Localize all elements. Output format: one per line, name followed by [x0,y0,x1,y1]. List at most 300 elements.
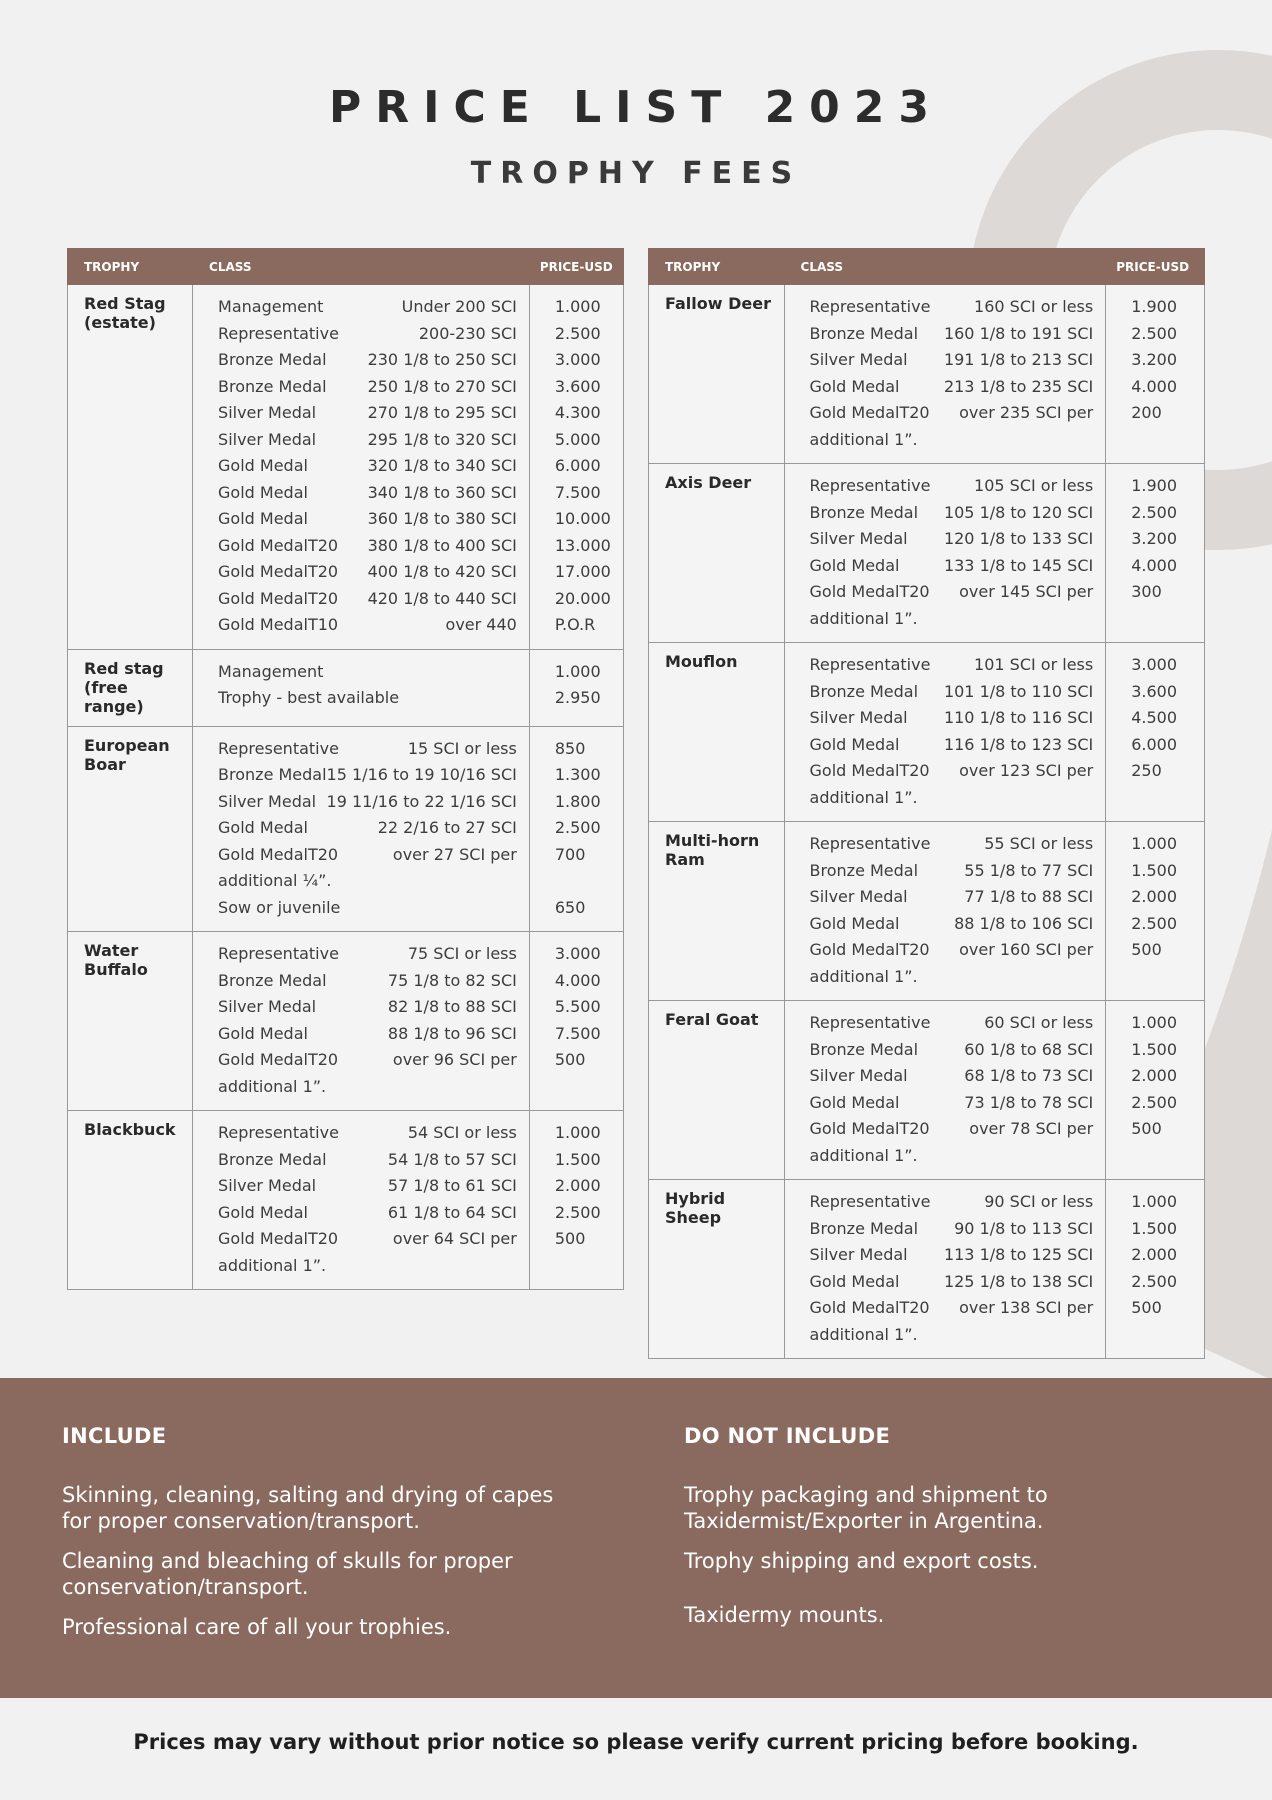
class-name: Bronze Medal [218,350,327,369]
price-value: 3.000 [554,350,601,369]
class-name: Management [218,661,324,681]
price-value: 3.000 [554,944,601,963]
class-name: Gold MedalT20 [809,761,930,780]
exclude-heading: DO NOT INCLUDE [684,1424,891,1448]
header-trophy: TROPHY [649,249,785,285]
class-entry [218,789,517,816]
exclude-item: Taxidermy mounts. [684,1603,885,1627]
class-range: over 138 SCI per [959,1298,1094,1317]
class-entry [810,858,1094,885]
trophy-name: Hybrid Sheep [649,1180,785,1359]
class-name: Gold Medal [218,482,308,502]
class-name: Gold MedalT20 [809,940,930,959]
class-entry [810,785,1094,812]
table-row [649,1001,1205,1180]
class-entry [810,473,1094,500]
class-entry [810,347,1094,374]
class-name: Bronze Medal [809,323,919,343]
class-entry [218,612,517,639]
class-name: Silver Medal [809,1245,908,1264]
class-entry [218,1173,517,1200]
price-value: 1.900 [1131,297,1178,316]
class-name: Bronze Medal [218,765,327,784]
class-range: 113 1/8 to 125 SCI [943,1245,1094,1264]
class-entry [810,1063,1094,1090]
price-cell [1106,464,1205,643]
exclude-item: Trophy shipping and export costs. [684,1549,1039,1573]
class-name: additional 1”. [809,787,918,807]
price-cell [529,932,623,1111]
class-cell [784,643,1106,822]
price-value: 1.500 [1131,1039,1178,1059]
price-cell [529,726,623,932]
class-range: 15 SCI or less [407,738,517,758]
exclude-item: Trophy packaging and shipment to Taxidermist/Exporter in Argentina. [684,1483,1048,1533]
class-name: Gold Medal [809,913,900,933]
table-row [649,822,1205,1001]
price-cell [1106,822,1205,1001]
price-value: 2.000 [554,1176,601,1195]
class-entry [218,868,517,895]
price-table-left [67,248,624,1290]
class-entry [810,1090,1094,1117]
class-name: Silver Medal [809,529,908,548]
class-entry [810,679,1094,706]
class-range: 57 1/8 to 61 SCI [387,1176,517,1195]
class-name: Representative [809,655,931,674]
price-cell [1106,1001,1205,1180]
price-value: 3.600 [554,376,601,396]
price-value [1131,1143,1198,1170]
price-value: 3.200 [1131,529,1178,548]
class-range: 320 1/8 to 340 SCI [367,456,517,475]
class-name: additional 1”. [809,429,918,449]
price-value: 5.500 [554,997,601,1016]
class-name: additional ¼”. [218,871,332,890]
price-value: 7.500 [554,482,601,502]
class-range: 55 SCI or less [984,834,1094,853]
class-name: Representative [218,1123,339,1142]
class-name: Silver Medal [809,1066,908,1085]
price-value: 4.300 [554,403,601,422]
price-value: 1.500 [1131,1218,1178,1238]
class-name: Gold Medal [218,1023,308,1043]
class-name: Silver Medal [809,887,908,906]
page-title: PRICE LIST 2023 [328,82,944,133]
price-value: 650 [554,897,586,917]
trophy-name: Blackbuck [68,1111,193,1290]
class-entry [218,586,517,613]
table-row [649,643,1205,822]
class-range: Under 200 SCI [401,297,517,316]
class-range: 15 1/16 to 19 10/16 SCI [326,765,517,784]
class-name: Gold MedalT20 [809,403,930,422]
price-value [1131,606,1198,633]
include-item: Professional care of all your trophies. [62,1615,452,1639]
price-value: 700 [554,844,586,864]
class-entry [218,968,517,995]
class-range: 133 1/8 to 145 SCI [943,555,1094,575]
table-row [68,932,624,1111]
class-range: 54 SCI or less [407,1123,517,1142]
class-name: additional 1”. [218,1255,327,1275]
class-cell [784,1180,1106,1359]
class-range: 61 1/8 to 64 SCI [387,1202,517,1222]
header-class: CLASS [784,249,1106,285]
class-range: 420 1/8 to 440 SCI [367,588,517,608]
class-range: over 64 SCI per [392,1229,517,1248]
class-entry [218,374,517,401]
price-value: 2.500 [1131,1271,1178,1291]
class-cell [784,822,1106,1001]
class-name: Representative [809,297,931,316]
class-range: 75 SCI or less [407,944,517,963]
table-header-row [649,249,1205,285]
class-range: over 96 SCI per [392,1050,517,1069]
class-entry [218,815,517,842]
price-value [555,1253,617,1280]
class-entry [218,400,517,427]
class-name: Silver Medal [218,429,317,449]
price-value: 6.000 [1131,734,1178,754]
class-range: over 235 SCI per [959,403,1094,422]
price-value: P.O.R [554,615,596,634]
class-name: Representative [218,944,339,963]
class-entry [218,506,517,533]
class-entry [218,1021,517,1048]
class-entry [810,553,1094,580]
price-value: 2.500 [1131,323,1178,343]
class-entry [810,294,1094,321]
class-entry [218,1120,517,1147]
class-range: 380 1/8 to 400 SCI [367,535,517,555]
price-value: 2.000 [1131,1245,1178,1264]
class-name: Representative [809,1013,931,1032]
class-name: Representative [809,834,931,853]
class-name: Representative [218,738,339,758]
class-name: Representative [218,323,339,343]
price-value: 200 [1131,403,1162,422]
class-range: 82 1/8 to 88 SCI [387,997,517,1016]
class-range: 400 1/8 to 420 SCI [367,562,517,581]
class-name: Gold MedalT20 [809,1119,930,1138]
trophy-name: Multi-horn Ram [649,822,785,1001]
class-name: Silver Medal [218,997,317,1016]
price-value: 1.000 [554,1123,601,1142]
class-entry [810,1116,1094,1143]
price-cell [1106,643,1205,822]
price-value: 3.200 [1131,350,1178,369]
class-entry [810,606,1094,633]
price-value: 20.000 [554,588,611,608]
class-range: 77 1/8 to 88 SCI [964,887,1094,906]
class-entry [810,500,1094,527]
class-range: over 440 [445,615,517,634]
class-range: over 27 SCI per [392,844,517,864]
header-price: PRICE-USD [1106,249,1205,285]
class-name: Bronze Medal [809,502,919,522]
class-range: 54 1/8 to 57 SCI [387,1149,517,1169]
class-entry [218,347,517,374]
class-entry [810,427,1094,454]
class-name: Gold MedalT10 [218,615,339,634]
class-range: 90 SCI or less [984,1192,1094,1211]
price-value: 300 [1131,582,1162,601]
price-table-right [648,248,1205,1359]
class-entry [218,736,517,763]
price-value: 1.900 [1131,476,1178,495]
class-entry [218,321,517,348]
class-entry [218,1200,517,1227]
class-entry [218,427,517,454]
header-trophy: TROPHY [68,249,193,285]
pricing-disclaimer: Prices may vary without prior notice so please verify current pricing before booking. [133,1730,1139,1754]
class-entry [810,1010,1094,1037]
class-entry [218,533,517,560]
price-value: 10.000 [554,509,611,528]
class-name: Gold Medal [218,1202,308,1222]
price-value: 4.000 [1131,376,1178,396]
class-entry [810,579,1094,606]
table-header-row [68,249,624,285]
price-value: 1.000 [554,297,601,316]
class-entry [810,1216,1094,1243]
include-item: Skinning, cleaning, salting and drying of capes for proper conservation/transport. [62,1483,554,1533]
price-value: 2.500 [554,818,601,837]
table-row [68,285,624,650]
class-name: Gold Medal [218,818,308,837]
class-range: 160 1/8 to 191 SCI [943,323,1094,343]
class-cell [193,285,530,650]
class-name: Silver Medal [218,791,317,811]
class-name: Gold Medal [809,734,900,754]
class-name: Bronze Medal [809,860,919,880]
class-range: 116 1/8 to 123 SCI [943,734,1094,754]
price-value: 2.000 [1131,887,1178,906]
class-entry [810,937,1094,964]
price-value: 2.950 [554,688,601,707]
include-item: Cleaning and bleaching of skulls for proper conservation/transport. [62,1549,513,1599]
price-value: 1.500 [554,1149,601,1169]
class-range: 191 1/8 to 213 SCI [943,350,1094,369]
price-value: 6.000 [554,456,601,475]
class-entry [810,1295,1094,1322]
class-name: Gold MedalT20 [218,844,339,864]
class-cell [784,464,1106,643]
page-subtitle: TROPHY FEES [470,156,802,191]
class-name: Trophy - best available [218,688,400,707]
table-row [68,649,624,726]
class-range: 200-230 SCI [418,323,517,343]
price-value [555,868,617,895]
price-value: 500 [1131,940,1162,959]
price-value: 2.500 [1131,913,1178,933]
class-entry [810,1269,1094,1296]
header-price: PRICE-USD [529,249,623,285]
price-cell [1106,285,1205,464]
class-name: Gold Medal [218,509,308,528]
class-entry [810,374,1094,401]
price-value: 1.800 [554,791,601,811]
class-entry [810,964,1094,991]
trophy-name: Mouflon [649,643,785,822]
class-name: additional 1”. [809,1145,918,1165]
class-entry [218,1147,517,1174]
class-entry [810,1143,1094,1170]
class-entry [218,842,517,869]
class-name: Silver Medal [809,350,908,369]
class-entry [218,685,517,712]
class-entry [218,453,517,480]
price-value: 1.000 [554,661,601,681]
class-name: Gold Medal [809,1271,900,1291]
price-value [1131,427,1198,454]
class-name: Sow or juvenile [218,897,341,917]
inclusions-band [0,1378,1272,1698]
class-cell [784,285,1106,464]
price-value [1131,1322,1198,1349]
class-entry [810,1037,1094,1064]
trophy-name: Red stag (free range) [68,649,193,726]
price-cell [529,285,623,650]
table-row [649,285,1205,464]
price-value: 4.000 [1131,555,1178,575]
class-entry [218,994,517,1021]
class-entry [810,732,1094,759]
class-name: Gold MedalT20 [809,1298,930,1317]
price-value: 13.000 [554,535,611,555]
trophy-name: Water Buffalo [68,932,193,1111]
class-range: 90 1/8 to 113 SCI [954,1218,1094,1238]
price-value [1131,785,1198,812]
price-value [1131,964,1198,991]
price-value: 3.000 [1131,655,1178,674]
class-range: 55 1/8 to 77 SCI [964,860,1094,880]
class-name: Silver Medal [218,403,317,422]
class-entry [218,941,517,968]
class-name: Representative [809,1192,931,1211]
price-value: 250 [1131,761,1162,780]
class-range: 60 SCI or less [984,1013,1094,1032]
class-entry [218,294,517,321]
class-entry [810,705,1094,732]
class-name: additional 1”. [809,966,918,986]
class-name: Gold MedalT20 [218,562,339,581]
price-value: 1.000 [1131,834,1178,853]
class-name: Gold Medal [809,555,900,575]
price-value: 500 [1131,1298,1162,1317]
class-entry [810,1189,1094,1216]
price-value: 2.500 [554,323,601,343]
class-range: 73 1/8 to 78 SCI [964,1092,1094,1112]
table-row [649,1180,1205,1359]
price-value: 17.000 [554,562,611,581]
class-range: 88 1/8 to 96 SCI [387,1023,517,1043]
price-value: 850 [554,738,586,758]
include-column [62,1424,582,1654]
class-range: 270 1/8 to 295 SCI [367,403,517,422]
class-entry [218,1047,517,1074]
class-name: Bronze Medal [218,1149,327,1169]
price-cell [529,1111,623,1290]
class-range: 125 1/8 to 138 SCI [943,1271,1094,1291]
class-range: over 123 SCI per [959,761,1094,780]
class-range: 340 1/8 to 360 SCI [367,482,517,502]
class-name: Gold MedalT20 [218,535,339,555]
price-value: 3.600 [1131,681,1178,701]
trophy-name: Axis Deer [649,464,785,643]
class-range: 105 1/8 to 120 SCI [943,502,1094,522]
class-range: 101 SCI or less [974,655,1094,674]
class-range: 295 1/8 to 320 SCI [367,429,517,449]
class-entry [218,559,517,586]
price-value: 2.000 [1131,1066,1178,1085]
class-name: Silver Medal [809,708,908,727]
trophy-name: Feral Goat [649,1001,785,1180]
price-value: 7.500 [554,1023,601,1043]
class-entry [810,1242,1094,1269]
price-value: 1.300 [554,765,601,784]
class-range: 120 1/8 to 133 SCI [943,529,1094,548]
class-entry [810,321,1094,348]
price-value [555,1074,617,1101]
class-cell [193,932,530,1111]
class-name: Bronze Medal [809,1039,919,1059]
class-name: Gold Medal [218,456,308,475]
price-value: 1.000 [1131,1013,1178,1032]
price-cell [529,649,623,726]
class-name: additional 1”. [809,608,918,628]
class-range: 88 1/8 to 106 SCI [954,913,1094,933]
class-range: 360 1/8 to 380 SCI [367,509,517,528]
class-range: 213 1/8 to 235 SCI [943,376,1094,396]
class-name: Management [218,297,324,316]
class-range: 101 1/8 to 110 SCI [943,681,1094,701]
class-name: Bronze Medal [218,970,327,990]
class-entry [810,831,1094,858]
price-value: 4.500 [1131,708,1178,727]
class-entry [218,762,517,789]
include-heading: INCLUDE [62,1424,167,1448]
class-range: 60 1/8 to 68 SCI [964,1039,1094,1059]
class-cell [193,726,530,932]
price-cell [1106,1180,1205,1359]
class-entry [218,659,517,686]
class-range: 75 1/8 to 82 SCI [387,970,517,990]
class-entry [810,758,1094,785]
class-entry [810,884,1094,911]
class-range: 105 SCI or less [974,476,1094,495]
class-entry [810,652,1094,679]
class-name: Silver Medal [218,1176,317,1195]
price-value: 2.500 [554,1202,601,1222]
class-entry [218,1074,517,1101]
trophy-name: Red Stag (estate) [68,285,193,650]
table-row [649,464,1205,643]
class-name: Representative [809,476,931,495]
class-name: Gold MedalT20 [218,1229,339,1248]
class-range: 250 1/8 to 270 SCI [367,376,517,396]
class-range: 160 SCI or less [974,297,1094,316]
class-cell [193,649,530,726]
class-name: Gold Medal [809,1092,900,1112]
class-range: 110 1/8 to 116 SCI [943,708,1094,727]
class-name: Bronze Medal [809,1218,919,1238]
class-range: over 145 SCI per [959,582,1094,601]
header-class: CLASS [193,249,530,285]
class-range: over 160 SCI per [959,940,1094,959]
price-value: 1.500 [1131,860,1178,880]
